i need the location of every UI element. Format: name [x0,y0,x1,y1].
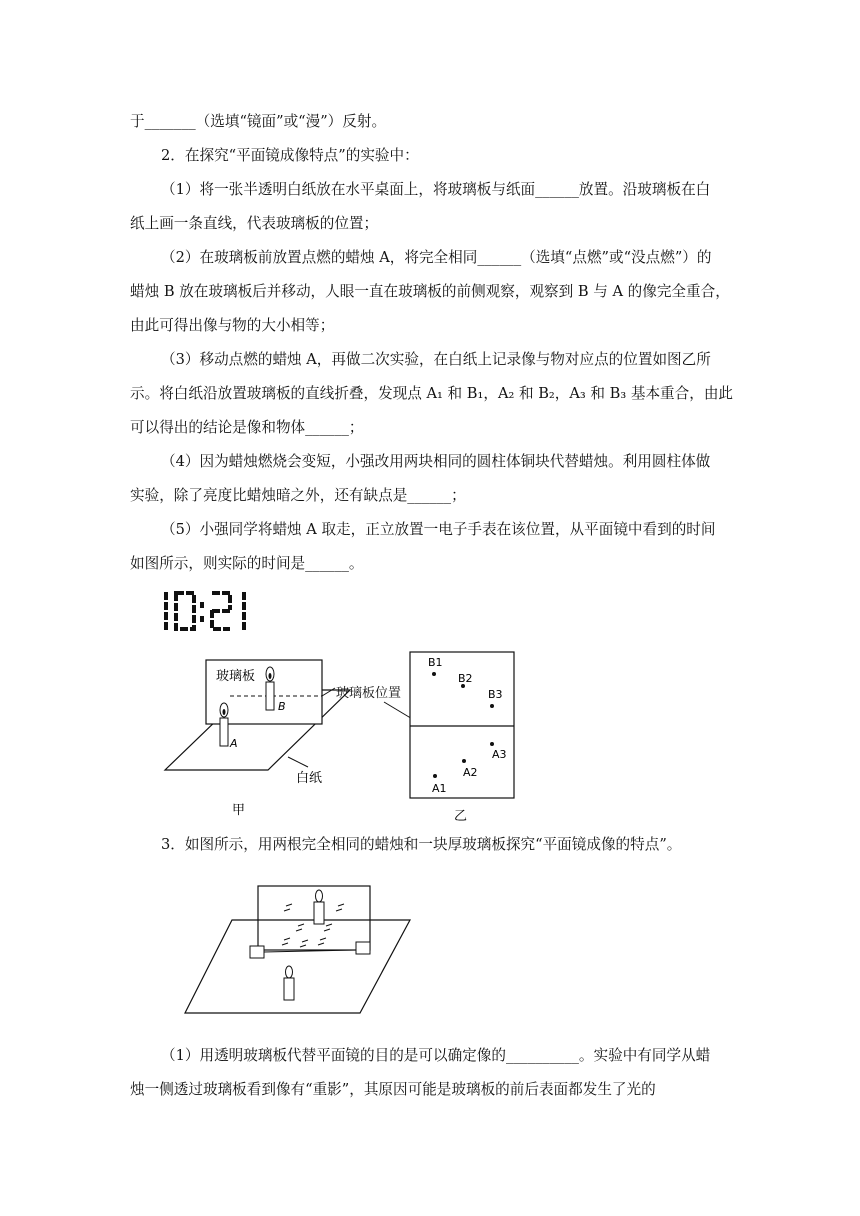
question-2-3-line-2: 示。将白纸沿放置玻璃板的直线折叠，发现点 A₁ 和 B₁，A₂ 和 B₂，A₃ 和 B₃ 基本重合，由此 [130,385,734,402]
question-2-title: 2．在探究“平面镜成像特点”的实验中： [161,147,419,164]
question-2-3-line-3: 可以得出的结论是像和物体______； [130,419,364,436]
candle-a-label: A [230,737,238,750]
question-2-1-line-2: 纸上画一条直线，代表玻璃板的位置； [130,215,379,232]
question-2-2-line-3: 由此可得出像与物的大小相等； [130,317,335,334]
question-2-2-line-2: 蜡烛 B 放在玻璃板后并移动，人眼一直在玻璃板的前侧观察，观察到 B 与 A 的像完全重合， [130,283,730,300]
question-3-1-line-2: 烛一侧透过玻璃板看到像有“重影”，其原因可能是玻璃板的前后表面都发生了光的 [130,1081,656,1098]
question-3-1-line-1: （1）用透明玻璃板代替平面镜的目的是可以确定像的__________。实验中有同学从蜡 [161,1047,711,1064]
question-2-4-line-1: （4）因为蜡烛燃烧会变短，小强改用两块相同的圆柱体铜块代替蜡烛。利用圆柱体做 [161,453,711,470]
point-b2: B2 [458,672,473,685]
figure-yi [408,650,518,824]
glass-label: 玻璃板 [216,669,256,684]
mirrored-clock-figure [158,590,253,634]
text-line-1: 于_______（选填“镜面”或“漫”）反射。 [130,113,387,130]
figure-question-3 [180,880,420,1020]
question-2-4-line-2: 实验，除了亮度比蜡烛暗之外，还有缺点是______； [130,487,466,504]
point-b1: B1 [428,656,443,669]
point-a2: A2 [463,766,478,779]
question-2-5-line-1: （5）小强同学将蜡烛 A 取走，正立放置一电子手表在该位置，从平面镜中看到的时间 [161,521,716,538]
figure-jia [160,652,420,822]
point-a3: A3 [492,748,507,761]
figure-yi-caption: 乙 [454,809,468,824]
candle-b-label: B [278,700,286,713]
question-3-title: 3．如图所示，用两根完全相同的蜡烛和一块厚玻璃板探究“平面镜成像的特点”。 [161,836,682,853]
paper-label: 白纸 [296,771,323,786]
point-a1: A1 [432,782,447,795]
figure-jia-caption: 甲 [232,803,246,818]
question-2-3-line-1: （3）移动点燃的蜡烛 A，再做二次实验，在白纸上记录像与物对应点的位置如图乙所 [161,351,711,368]
question-2-2-line-1: （2）在玻璃板前放置点燃的蜡烛 A，将完全相同______（选填“点燃”或“没点燃”）的 [161,249,712,266]
glass-position-label: 玻璃板位置 [336,686,402,701]
question-2-5-line-2: 如图所示，则实际的时间是______。 [130,555,364,572]
question-2-1-line-1: （1）将一张半透明白纸放在水平桌面上，将玻璃板与纸面______放置。沿玻璃板在白 [161,181,711,198]
point-b3: B3 [488,688,503,701]
